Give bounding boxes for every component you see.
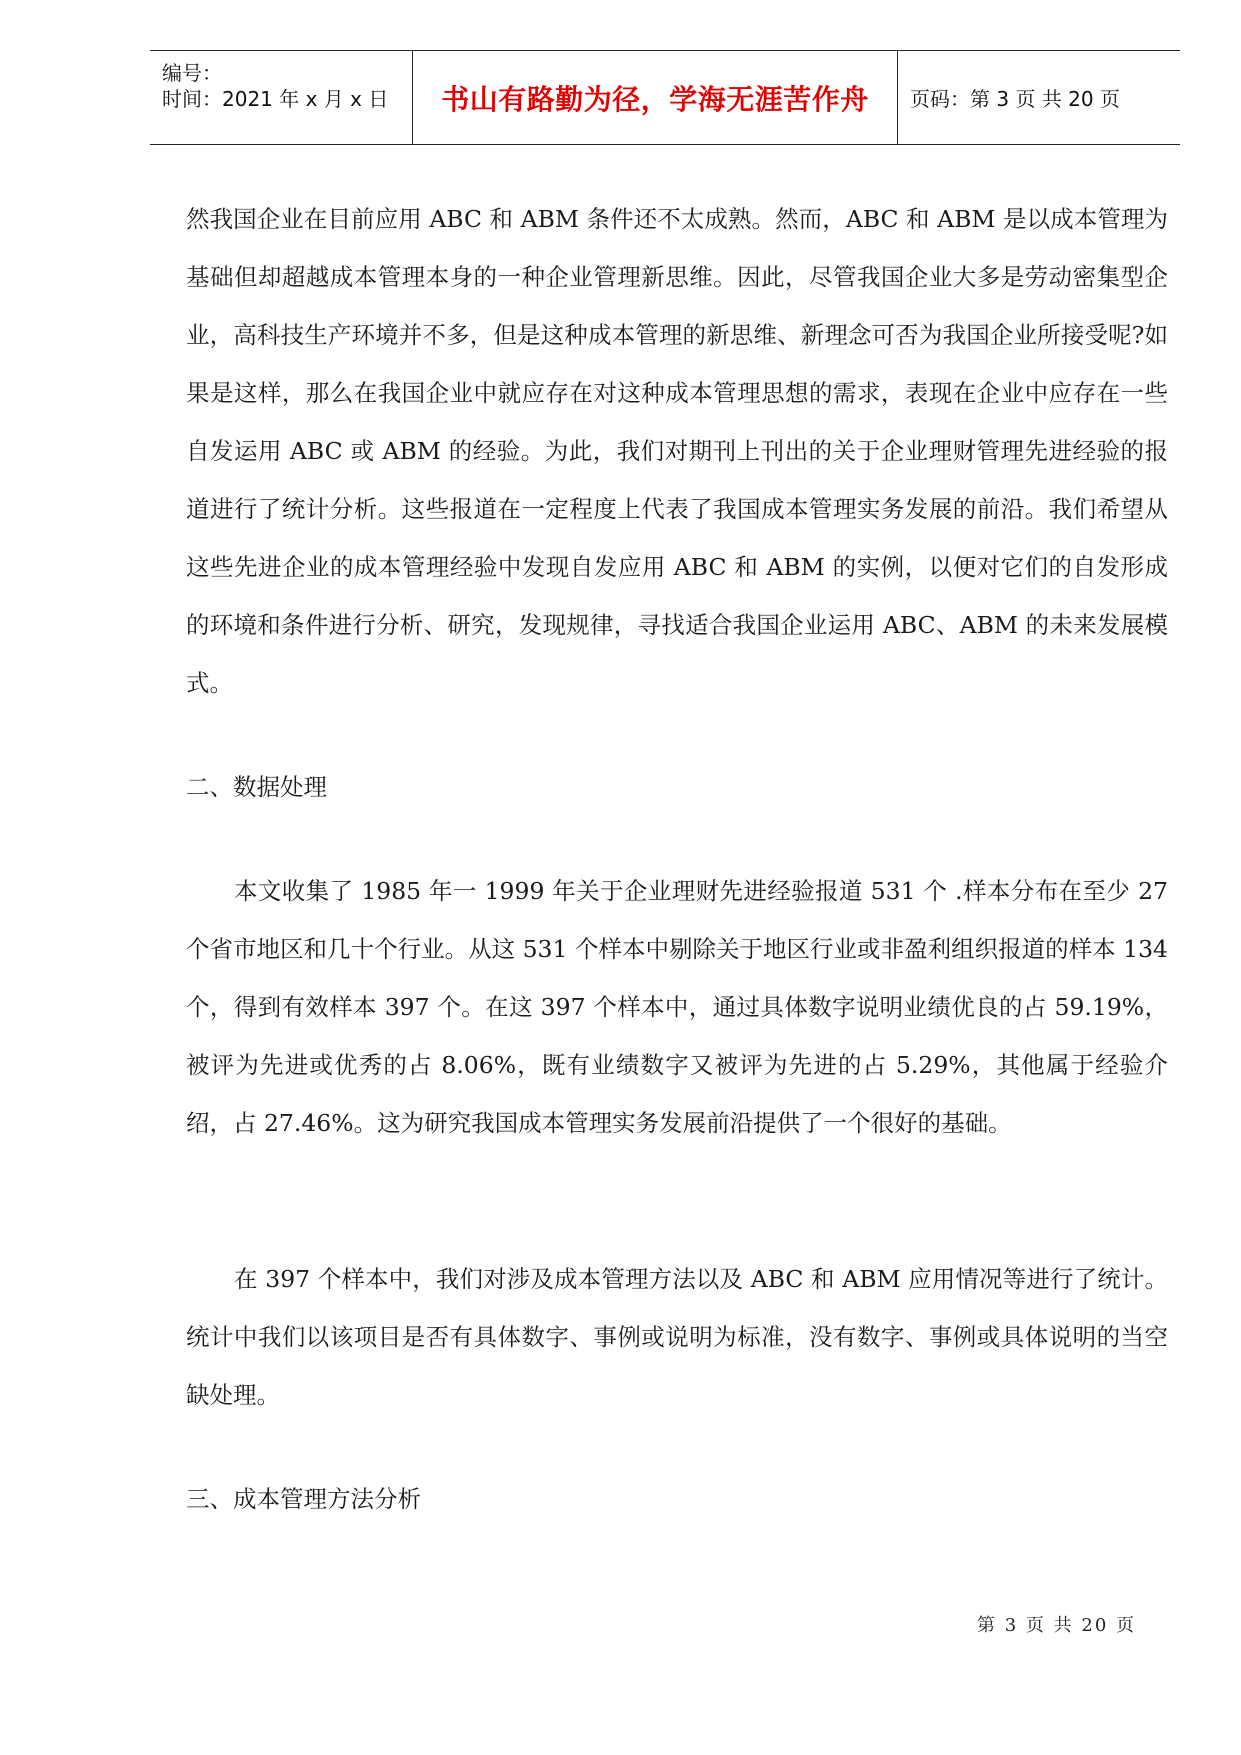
section-heading-data-processing: 二、数据处理 <box>186 773 327 801</box>
header-page-label: 页码：第 3 页 共 20 页 <box>910 87 1120 111</box>
spacer <box>186 1424 1168 1470</box>
header-motto: 书山有路勤为径，学海无涯苦作舟 <box>441 82 869 116</box>
paragraph-intro: 然我国企业在目前应用 ABC 和 ABM 条件还不太成熟。然而，ABC 和 ABM 是以成本管理为基础但却超越成本管理本身的一种企业管理新思维。因此，尽管我国企业大多是劳动密集型企业，高科技生产环境并不多，但是这种成本管理的新思维、新理念可否为我国企业所接受呢?如果是这样，那么在我国企业中就应存在对这种成本管理思想的需求，表现在企业中应存在一些自发运用 ABC 或 ABM 的经验。为此，我们对期刊上刊出的关于企业理财管理先进经验的报道进行了统计分析。这些报道在一定程度上代表了我国成本管理实务发展的前沿。我们希望从这些先进企业的成本管理经验中发现自发应用 ABC 和 ABM 的实例，以便对它们的自发形成的环境和条件进行分析、研究，发现规律，寻找适合我国企业运用 ABC、ABM 的未来发展模式。 <box>186 205 1168 697</box>
spacer <box>186 1152 1168 1250</box>
page-header <box>150 50 1180 145</box>
document-body <box>186 190 1168 1528</box>
header-page-cell <box>898 51 1180 144</box>
paragraph-statistics: 在 397 个样本中，我们对涉及成本管理方法以及 ABC 和 ABM 应用情况等进行了统计。统计中我们以该项目是否有具体数字、事例或说明为标准，没有数字、事例或具体说明的当空缺处理。 <box>186 1265 1168 1409</box>
page-footer: 第 3 页 共 20 页 <box>977 1615 1136 1636</box>
header-motto-cell <box>413 51 898 144</box>
paragraph-data-processing: 本文收集了 1985 年一 1999 年关于企业理财先进经验报道 531 个 .样本分布在至少 27 个省市地区和几十个行业。从这 531 个样本中剔除关于地区行业或非盈利组织报道的样本 134 个，得到有效样本 397 个。在这 397 个样本中，通过具体数字说明业绩优良的占 59.19%，被评为先进或优秀的占 8.06%，既有业绩数字又被评为先进的占 5.29%，其他属于经验介绍，占 27.46%。这为研究我国成本管理实务发展前沿提供了一个很好的基础。 <box>186 877 1168 1137</box>
document-number-label: 编号： <box>162 61 222 85</box>
spacer <box>186 816 1168 862</box>
header-info-cell <box>150 51 413 144</box>
section-heading-cost-method: 三、成本管理方法分析 <box>186 1485 421 1513</box>
document-time-label: 时间：2021 年 x 月 x 日 <box>162 87 389 111</box>
spacer <box>186 712 1168 758</box>
